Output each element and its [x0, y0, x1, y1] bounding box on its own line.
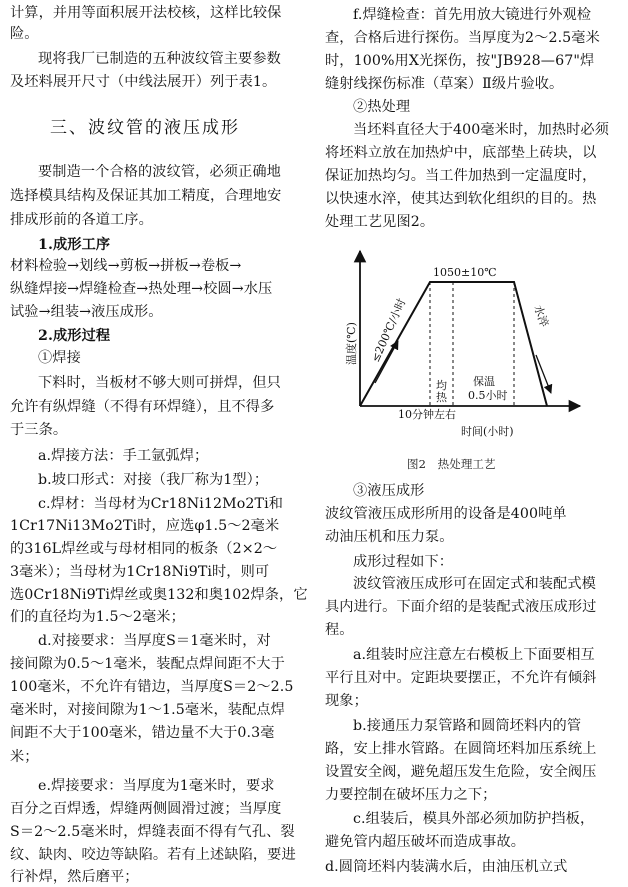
heat-treatment-figure — [343, 243, 583, 475]
right-line: 波纹管液压成形可在固定式和装配式模 — [353, 576, 596, 592]
right-line: c.组装后，模具外部必须加防护挡板， — [353, 811, 595, 827]
right-line: d.圆筒坯料内装满水后，由油压机立式 — [325, 859, 568, 875]
right-line: 平行且对中。定距块要摆正，不允许有倾斜 — [325, 670, 597, 686]
left-line: 于三条。 — [10, 422, 68, 438]
quench-label: 水淬 — [531, 303, 551, 329]
right-line: 成形过程如下： — [353, 554, 454, 570]
hold-label: 保温 — [473, 375, 495, 388]
left-line: d.对接要求：当厚度S＝1毫米时，对 — [38, 633, 271, 649]
temperature-label: 1050±10℃ — [433, 266, 497, 279]
left-line: 100毫米，不允许有错边，当厚度S＝2～2.5 — [10, 679, 294, 695]
left-line: 3毫米）；当母材为1Cr18Ni9Ti时，则可 — [10, 564, 270, 580]
right-line: 动油压机和压力泵。 — [325, 529, 454, 545]
left-line: e.焊接要求：当厚度为1毫米时，要求 — [38, 778, 275, 794]
item-heading: ②热处理 — [353, 99, 411, 115]
left-line: 选择模具结构及保证其加工精度，合理地安 — [10, 188, 282, 204]
subsection-heading: 2.成形过程 — [38, 328, 111, 344]
left-line: 要制造一个合格的波纹管，必须正确地 — [38, 164, 281, 180]
right-line: f.焊缝检查：首先用放大镜进行外观检 — [353, 7, 592, 23]
right-line: 避免管内超压破坏而造成事故。 — [325, 834, 526, 850]
left-line: c.焊材：当母材为Cr18Ni12Mo2Ti和 — [38, 496, 284, 512]
left-line: 计算，并用等面积展开法校核，这样比较保 — [10, 5, 282, 21]
heating-rate-label: ≤200℃/小时 — [368, 296, 409, 365]
item-heading: ③液压成形 — [353, 483, 425, 499]
left-line: 行补焊，然后磨平； — [10, 869, 139, 885]
left-line: S＝2～2.5毫米时，焊缝表面不得有气孔、裂 — [10, 824, 295, 840]
right-line: 具内进行。下面介绍的是装配式液压成形过 — [325, 599, 597, 615]
right-line: 缝射线探伤标准（草案）Ⅱ级片验收。 — [325, 76, 564, 92]
left-line: 允许有纵焊缝（不得有环焊缝），且不得多 — [10, 399, 275, 415]
left-line: a.焊接方法：手工氩弧焊； — [38, 448, 209, 464]
left-line: 现将我厂已制造的五种波纹管主要参数 — [38, 51, 281, 67]
figure-caption: 图2 热处理工艺 — [407, 457, 496, 471]
left-line: 米； — [10, 749, 39, 765]
right-line: b.接通压力泵管路和圆筒坯料内的管 — [353, 718, 582, 734]
left-line: 接间隙为0.5～1毫米，装配点焊间距不大于 — [10, 656, 285, 672]
left-line: 下料时，当板材不够大则可拼焊，但只 — [38, 375, 281, 391]
left-line: 险。 — [10, 26, 39, 42]
left-line: 排成形前的各道工序。 — [10, 212, 153, 228]
soak-label-2: 热 — [436, 391, 447, 404]
item-heading: ①焊接 — [38, 350, 81, 366]
right-line: 保证加热均匀。当工件加热到一定温度时， — [325, 168, 597, 184]
left-line: 试验→组装→液压成形。 — [10, 304, 163, 320]
left-line: 间距不大于100毫米，错边量不大于0.3毫 — [10, 725, 275, 741]
soak-time-label: 10分钟左右 — [398, 408, 456, 421]
right-line: 将坯料立放在加热炉中，底部垫上砖块，以 — [325, 145, 597, 161]
right-line: a.组装时应注意左右模板上下面要相互 — [353, 647, 595, 663]
soak-label-1: 均 — [436, 379, 447, 392]
left-line: 百分之百焊透，焊缝两侧圆滑过渡；当厚度 — [10, 801, 282, 817]
left-line: 纵缝焊接→焊缝检查→热处理→校圆→水压 — [10, 281, 273, 297]
left-line: 的316L焊丝或与母材相同的板条（2×2～ — [10, 541, 278, 557]
left-line: 选0Cr18Ni9Ti焊丝或奥132和奥102焊条，它 — [10, 587, 308, 603]
right-line: 路，安上排水管路。在圆筒坯料加压系统上 — [325, 741, 597, 757]
right-line: 设置安全阀，避免超压发生危险，安全阀压 — [325, 764, 597, 780]
hold-duration-label: 0.5小时 — [468, 389, 508, 402]
right-line: 力要控制在破坏压力之下； — [325, 787, 497, 803]
right-line: 波纹管液压成形所用的设备是400吨单 — [325, 506, 567, 522]
right-line: 处理工艺见图2。 — [325, 214, 435, 230]
right-line: 当坯料直径大于400毫米时，加热时必须 — [353, 122, 609, 138]
subsection-heading: 1.成形工序 — [38, 237, 111, 253]
right-line: 查，合格后进行探伤。当厚度为2～2.5毫米 — [325, 30, 600, 46]
x-axis-label: 时间(小时) — [461, 425, 514, 438]
left-line: b.坡口形式：对接（我厂称为1型）； — [38, 472, 269, 488]
left-line: 纹、缺肉、咬边等缺陷。若有上述缺陷，要进 — [10, 847, 296, 863]
left-line: 及坯料展开尺寸（中线法展开）列于表1。 — [10, 74, 277, 90]
section-heading: 三、波纹管的液压成形 — [50, 118, 240, 138]
y-axis-label: 温度(℃) — [345, 322, 358, 365]
right-line: 以快速水淬，使其达到软化组织的目的。热 — [325, 191, 597, 207]
right-line: 现象； — [325, 693, 368, 709]
left-line: 毫米时，对接间隙为1～1.5毫米，装配点焊 — [10, 702, 285, 718]
right-line: 时，100%用X光探伤，按"JB928—67"焊 — [325, 53, 595, 69]
left-line: 材料检验→划线→剪板→拼板→卷板→ — [10, 258, 242, 274]
right-line: 程。 — [325, 622, 354, 638]
left-line: 们的直径均为1.5～2毫米； — [10, 609, 185, 625]
left-line: 1Cr17Ni13Mo2Ti时，应选φ1.5～2毫米 — [10, 518, 280, 534]
